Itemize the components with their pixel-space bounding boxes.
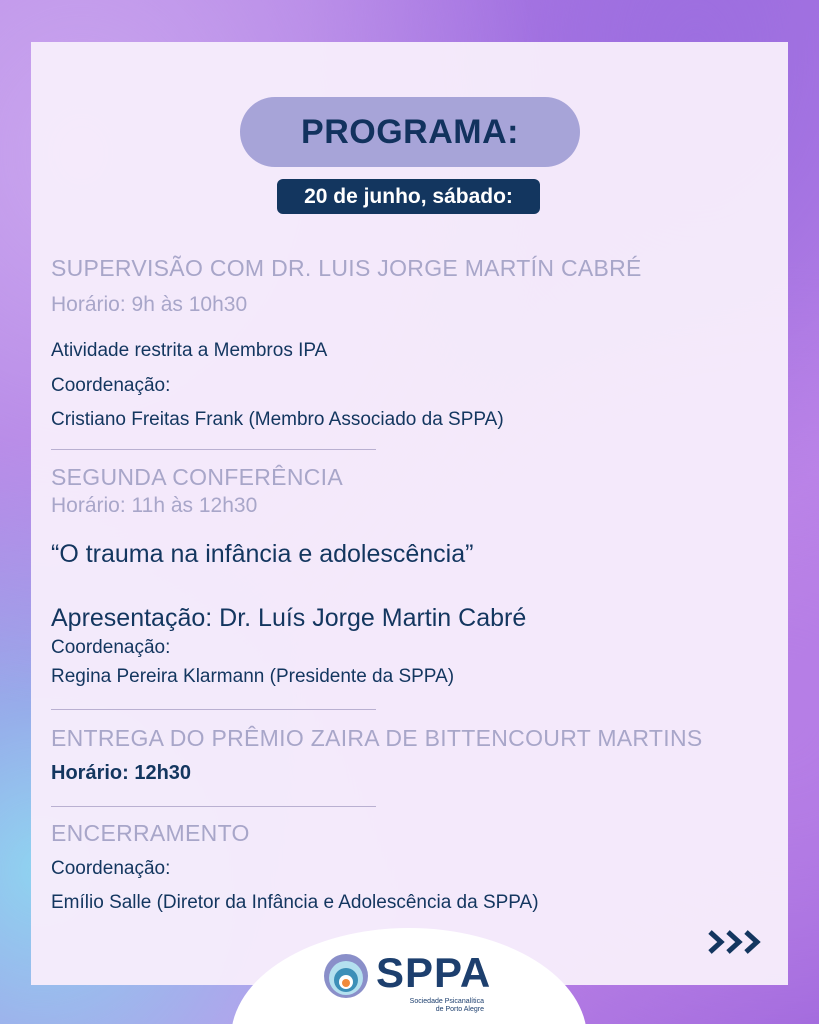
program-title-text: PROGRAMA:	[301, 112, 519, 151]
program-title	[240, 97, 580, 167]
section-title-supervisao: SUPERVISÃO COM DR. LUIS JORGE MARTÍN CABRÉ	[51, 255, 642, 281]
triple-chevron-right-icon[interactable]	[707, 928, 765, 956]
divider	[51, 449, 376, 450]
section-time-premio: Horário: 12h30	[51, 762, 192, 784]
divider	[51, 806, 376, 807]
coordination-label: Coordenação:	[51, 637, 171, 658]
logo-subtitle: Sociedade Psicanalítica de Porto Alegre	[409, 998, 484, 1013]
coordination-label: Coordenação:	[51, 375, 171, 396]
section-title-premio: ENTREGA DO PRÊMIO ZAIRA DE BITTENCOURT MARTINS	[51, 725, 703, 751]
sppa-emblem-icon	[322, 952, 370, 1000]
logo-text: SPPA	[376, 949, 492, 996]
section-title-encerramento: ENCERRAMENTO	[51, 820, 250, 846]
presenter: Apresentação: Dr. Luís Jorge Martin Cabré	[51, 604, 527, 632]
coordinator-name: Emílio Salle (Diretor da Infância e Adolescência da SPPA)	[51, 892, 539, 913]
section-time-supervisao: Horário: 9h às 10h30	[51, 293, 248, 316]
coordination-label: Coordenação:	[51, 858, 171, 879]
date-badge	[277, 179, 540, 214]
restriction-note: Atividade restrita a Membros IPA	[51, 340, 328, 361]
section-title-conferencia: SEGUNDA CONFERÊNCIA	[51, 464, 343, 490]
coordinator-name: Regina Pereira Klarmann (Presidente da SPPA)	[51, 666, 455, 687]
lecture-title: “O trauma na infância e adolescência”	[51, 540, 474, 568]
sppa-logo	[322, 949, 492, 1000]
coordinator-name: Cristiano Freitas Frank (Membro Associado da SPPA)	[51, 409, 504, 430]
date-text: 20 de junho, sábado:	[304, 184, 513, 208]
divider	[51, 709, 376, 710]
section-time-conferencia: Horário: 11h às 12h30	[51, 494, 258, 517]
